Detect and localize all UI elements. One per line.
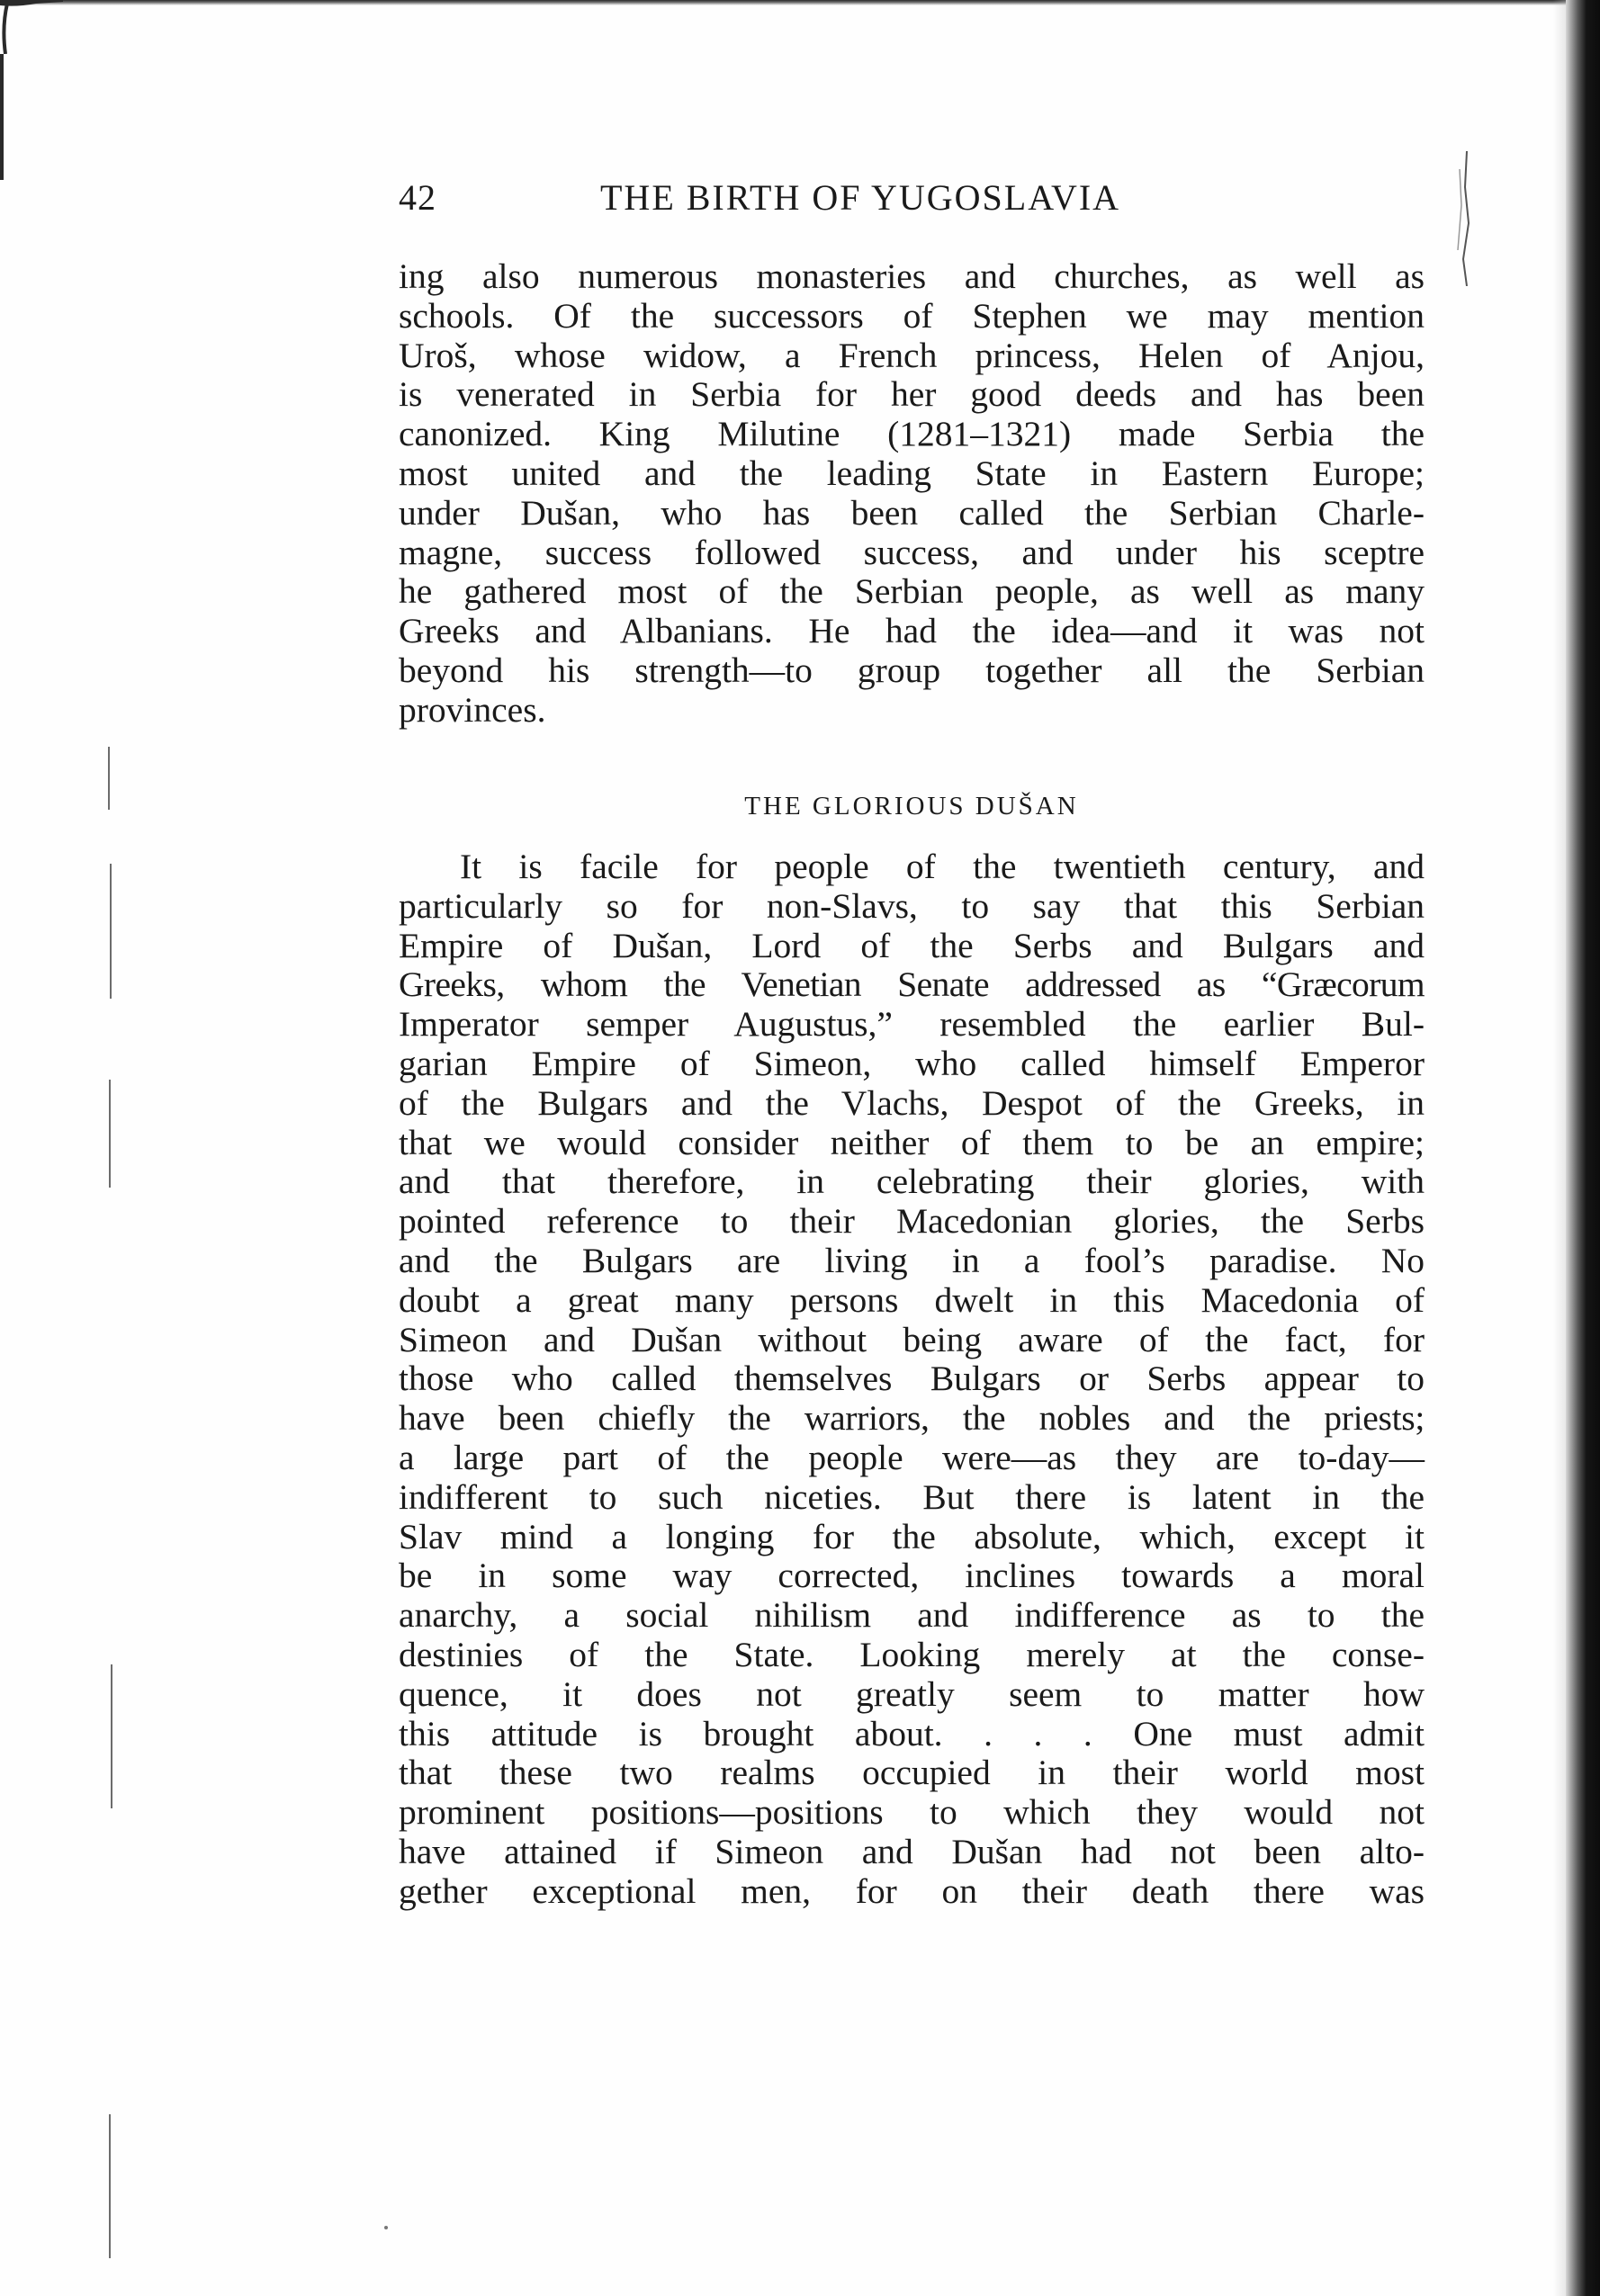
- text-line: quence, it does not greatly seem to matter how: [399, 1673, 1425, 1714]
- section-heading: THE GLORIOUS DUŠAN: [744, 792, 1079, 821]
- paragraph-continued: [399, 257, 1425, 731]
- scan-margin-mark: [0, 54, 4, 180]
- text-line: schools. Of the successors of Stephen we may mention: [399, 295, 1425, 336]
- scan-smudge: [1454, 151, 1472, 286]
- text-line: provinces.: [399, 689, 546, 730]
- text-line: most united and the leading State in Eastern Europe;: [399, 453, 1425, 493]
- text-line: Simeon and Dušan without being aware of the fact, for: [399, 1319, 1425, 1359]
- text-line: have been chiefly the warriors, the nobles and the priests;: [399, 1398, 1425, 1439]
- scan-margin-tick: [111, 1664, 112, 1808]
- text-line: Greeks, whom the Venetian Senate addressed as “Græcorum: [399, 964, 1425, 1005]
- scan-margin-tick: [108, 747, 110, 810]
- text-line: be in some way corrected, inclines towards a moral: [399, 1556, 1425, 1596]
- text-line: a large part of the people were—as they are to-day—: [399, 1437, 1425, 1477]
- scan-speck: [384, 2226, 388, 2229]
- text-line: ing also numerous monasteries and churches, as well as: [399, 256, 1425, 296]
- text-line: under Dušan, who has been called the Serbian Charle-: [399, 492, 1425, 533]
- text-line: doubt a great many persons dwelt in this Macedonia of: [399, 1279, 1425, 1320]
- scan-margin-tick: [109, 1080, 111, 1188]
- text-line: Imperator semper Augustus,” resembled the earlier Bul-: [399, 1004, 1425, 1045]
- text-line: and that therefore, in celebrating their glories, with: [399, 1161, 1425, 1202]
- text-line: and the Bulgars are living in a fool’s paradise. No: [399, 1240, 1425, 1280]
- book-title: THE BIRTH OF YUGOSLAVIA: [600, 177, 1121, 218]
- text-line: It is facile for people of the twentieth century, and: [460, 847, 1425, 886]
- page-number: 42: [399, 177, 436, 218]
- text-line: that we would consider neither of them to be an empire;: [399, 1122, 1425, 1162]
- paragraph-body: [399, 848, 1425, 1912]
- page-corner-curl: [0, 0, 63, 54]
- text-line: those who called themselves Bulgars or Serbs appear to: [399, 1359, 1425, 1399]
- text-line: beyond his strength—to group together all the Serbian: [399, 650, 1425, 690]
- text-line: Empire of Dušan, Lord of the Serbs and Bulgars and: [399, 925, 1425, 965]
- text-line: he gathered most of the Serbian people, as well as many: [399, 571, 1425, 612]
- text-line: that these two realms occupied in their world most: [399, 1753, 1425, 1793]
- text-line: indifferent to such niceties. But there is latent in the: [399, 1476, 1425, 1517]
- text-line: Slav mind a longing for the absolute, which, except it: [399, 1516, 1425, 1556]
- text-line: garian Empire of Simeon, who called himself Emperor: [399, 1043, 1425, 1083]
- text-line: Uroš, whose widow, a French princess, Helen of Anjou,: [399, 335, 1425, 375]
- scan-margin-tick: [110, 864, 112, 999]
- text-line: have attained if Simeon and Dušan had not been alto-: [399, 1831, 1425, 1871]
- scan-edge-top: [0, 0, 1600, 5]
- text-line: canonized. King Milutine (1281–1321) made Serbia the: [399, 414, 1425, 454]
- text-line: particularly so for non-Slavs, to say that this Serbian: [399, 885, 1425, 926]
- text-line: prominent positions—positions to which they would not: [399, 1792, 1425, 1833]
- text-line: Greeks and Albanians. He had the idea—and it was not: [399, 611, 1425, 651]
- scan-margin-tick: [109, 2114, 111, 2258]
- text-line: is venerated in Serbia for her good deeds and has been: [399, 374, 1425, 415]
- text-line: magne, success followed success, and under his sceptre: [399, 532, 1425, 572]
- text-line: pointed reference to their Macedonian glories, the Serbs: [399, 1201, 1425, 1242]
- text-line: anarchy, a social nihilism and indifference as to the: [399, 1595, 1425, 1636]
- scan-edge-shadow: [1553, 0, 1566, 2296]
- text-line: gether exceptional men, for on their death there was: [399, 1870, 1425, 1911]
- text-line: this attitude is brought about. . . . One must admit: [399, 1713, 1425, 1753]
- text-line: destinies of the State. Looking merely at the conse-: [399, 1634, 1425, 1674]
- text-line: of the Bulgars and the Vlachs, Despot of the Greeks, in: [399, 1082, 1425, 1123]
- running-head: [399, 176, 1425, 230]
- scan-edge-right: [1566, 0, 1600, 2296]
